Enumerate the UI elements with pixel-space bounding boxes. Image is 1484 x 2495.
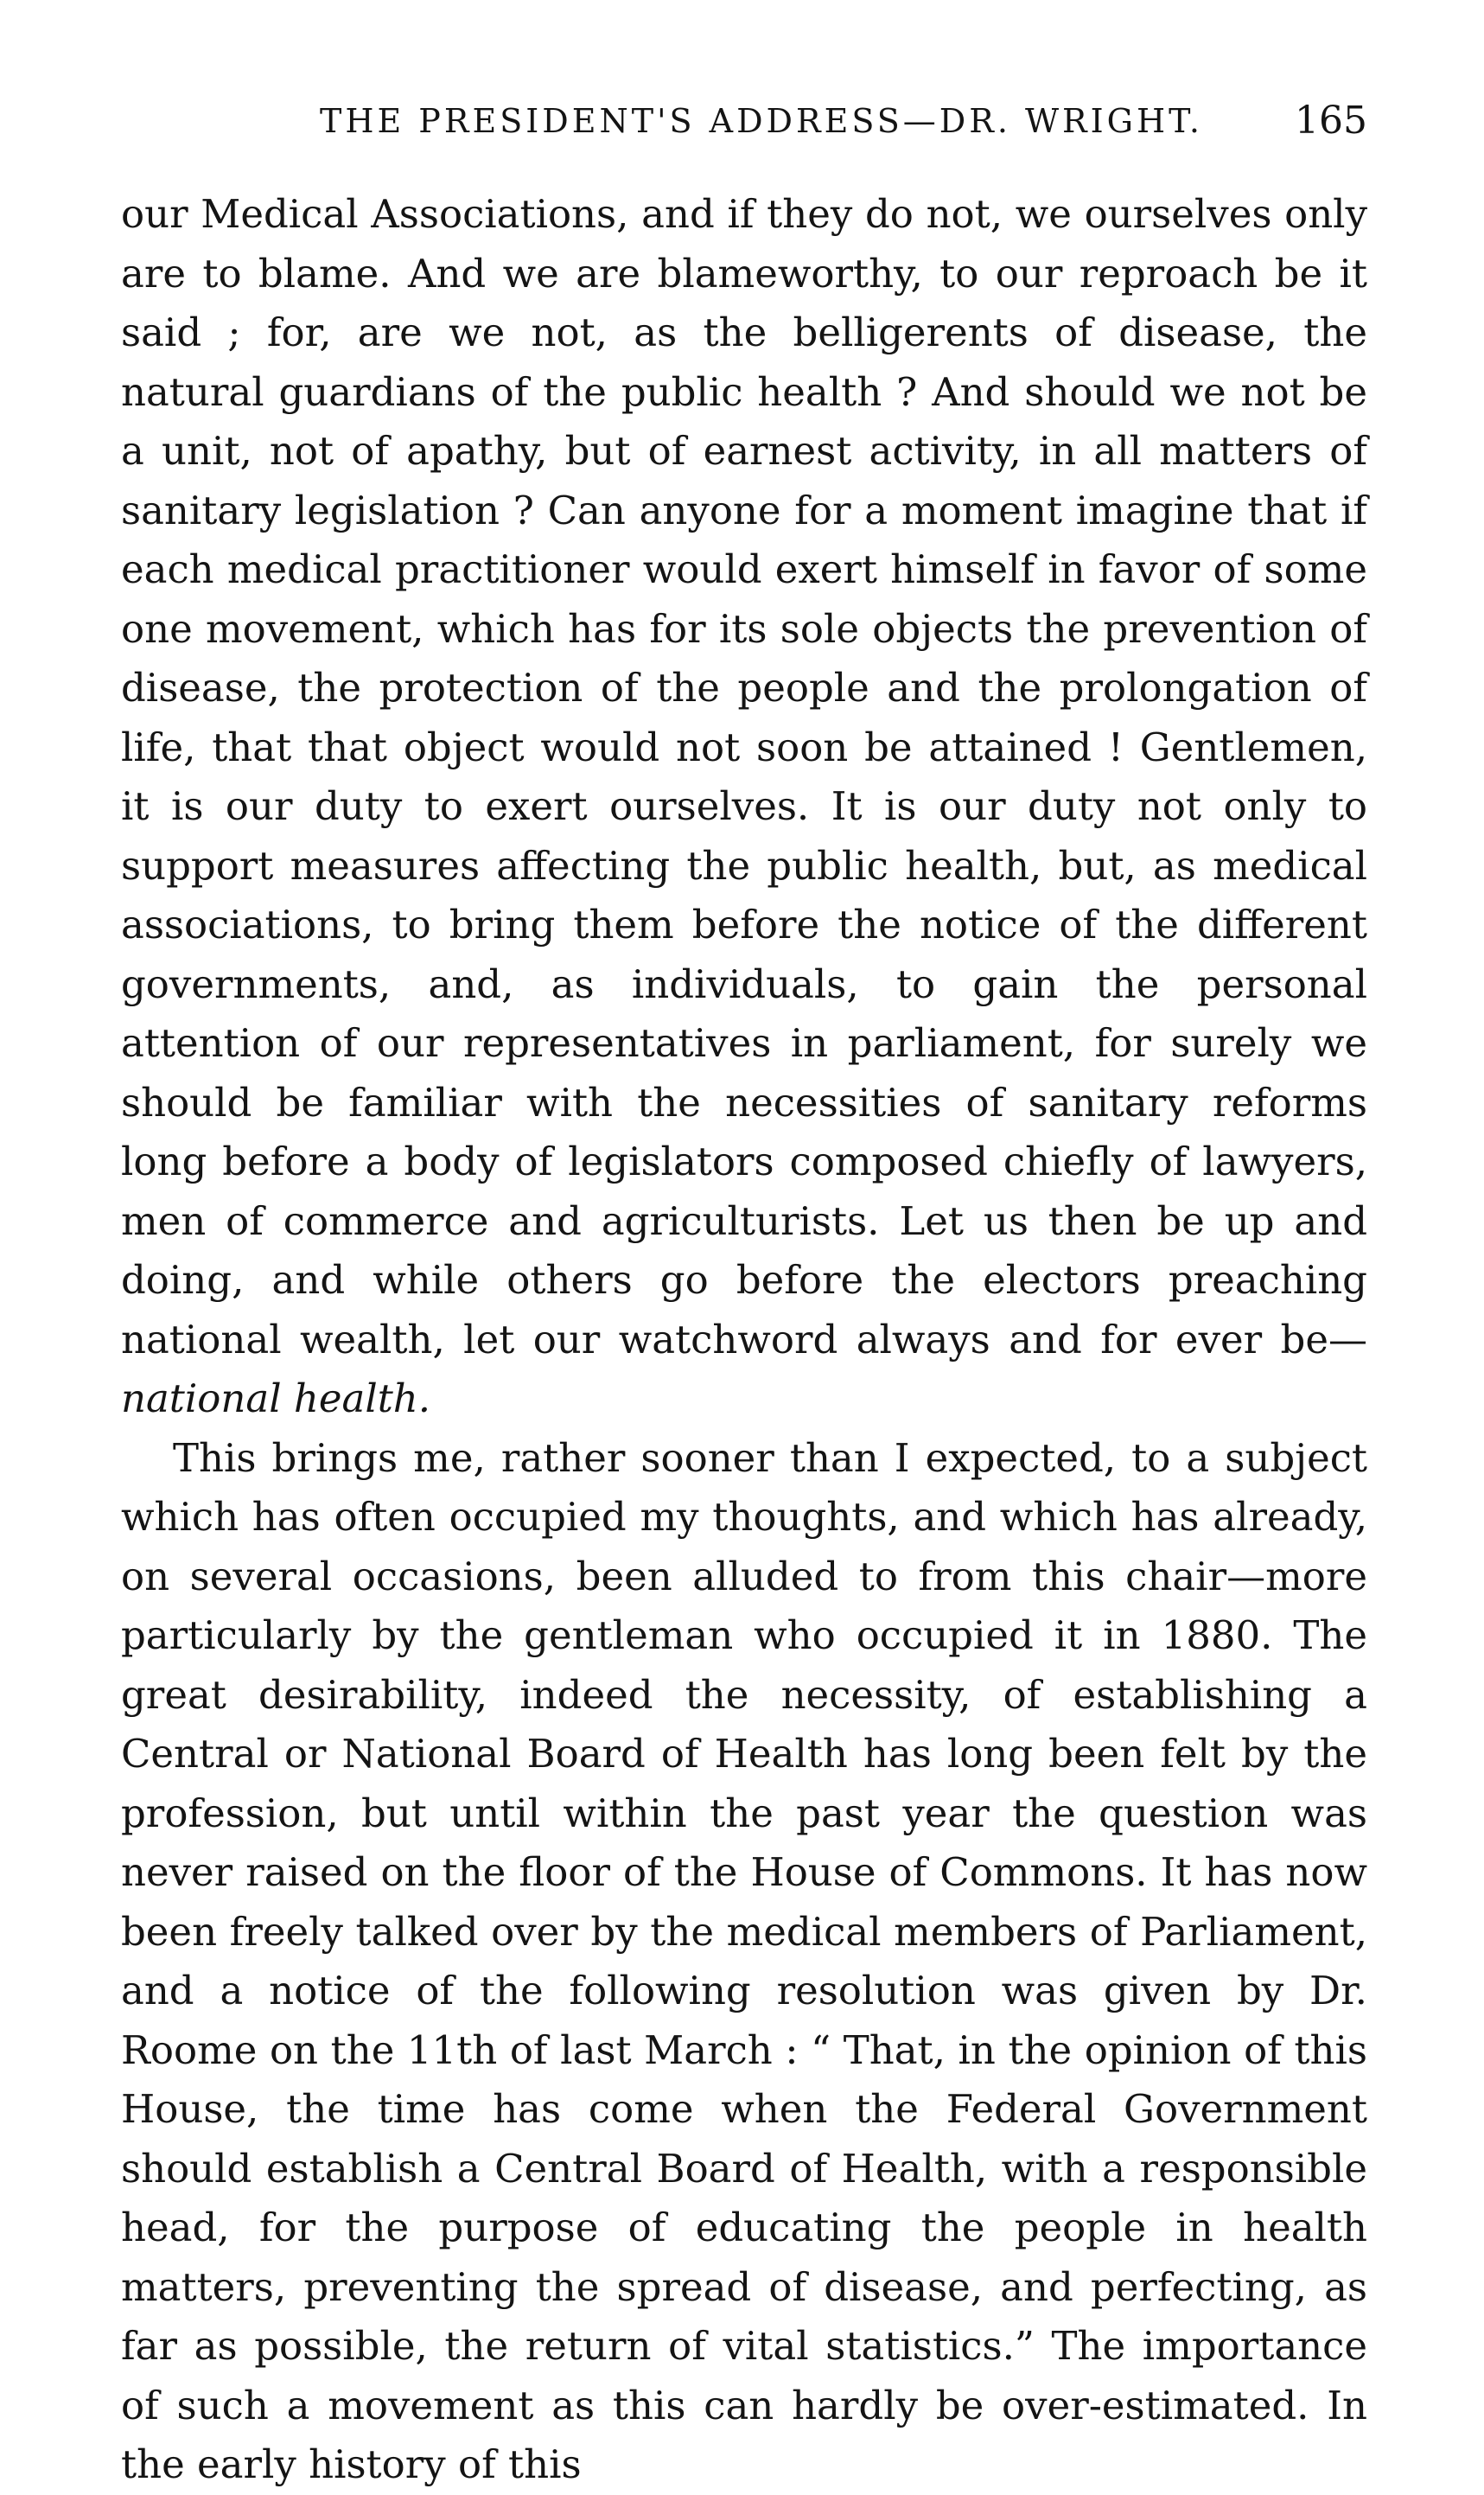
emphasis-national-health: national health. <box>121 1375 431 1421</box>
body-text <box>121 185 1367 2495</box>
page-number: 165 <box>1295 99 1367 143</box>
paragraph-2: This brings me, rather sooner than I expected, to a subject which has often occupied my thoughts, and which has already, on several occasions, been alluded to from this chair—more particularly by the gentleman who occupied it in 1880. The great desirability, indeed the necessity, of establishing a Central or National Board of Health has long been felt by the profession, but until within the past year the question was never raised on the floor of the House of Commons. It has now been freely talked over by the medical members of Parliament, and a notice of the following resolution was given by Dr. Roome on the 11th of last March : “ That, in the opinion of this House, the time has come when the Federal Government should establish a Central Board of Health, with a responsible head, for the purpose of educating the people in health matters, preventing the spread of disease, and perfecting, as far as possible, the return of vital statistics.” The importance of such a movement as this can hardly be over-estimated. In the early history of this <box>121 1434 1367 2487</box>
paragraph-1-text: our Medical Associations, and if they do not, we ourselves only are to blame. And we are blameworthy, to our reproach be it said ; for, are we not, as the belligerents of disease, the natural guardians of the public health ? And should we not be a unit, not of apathy, but of earnest activity, in all matters of sanitary legislation ? Can anyone for a moment imagine that if each medical practitioner would exert himself in favor of some one movement, which has for its sole objects the prevention of disease, the protection of the people and the prolongation of life, that that object would not soon be attained ! Gentlemen, it is our duty to exert ourselves. It is our duty not only to support measures affecting the public health, but, as medical associations, to bring them before the notice of the different governments, and, as individuals, to gain the personal attention of our representatives in parliament, for surely we should be familiar with the necessities of sanitary reforms long before a body of legislators composed chiefly of lawyers, men of commerce and agriculturists. Let us then be up and doing, and while others go before the electors preaching national wealth, let our watchword always and for ever be— <box>121 191 1367 1362</box>
running-head: THE PRESIDENT'S ADDRESS—DR. WRIGHT. <box>320 102 1203 140</box>
page-header <box>121 99 1367 159</box>
paragraph-1 <box>121 185 1367 1429</box>
book-page <box>121 99 1367 2495</box>
